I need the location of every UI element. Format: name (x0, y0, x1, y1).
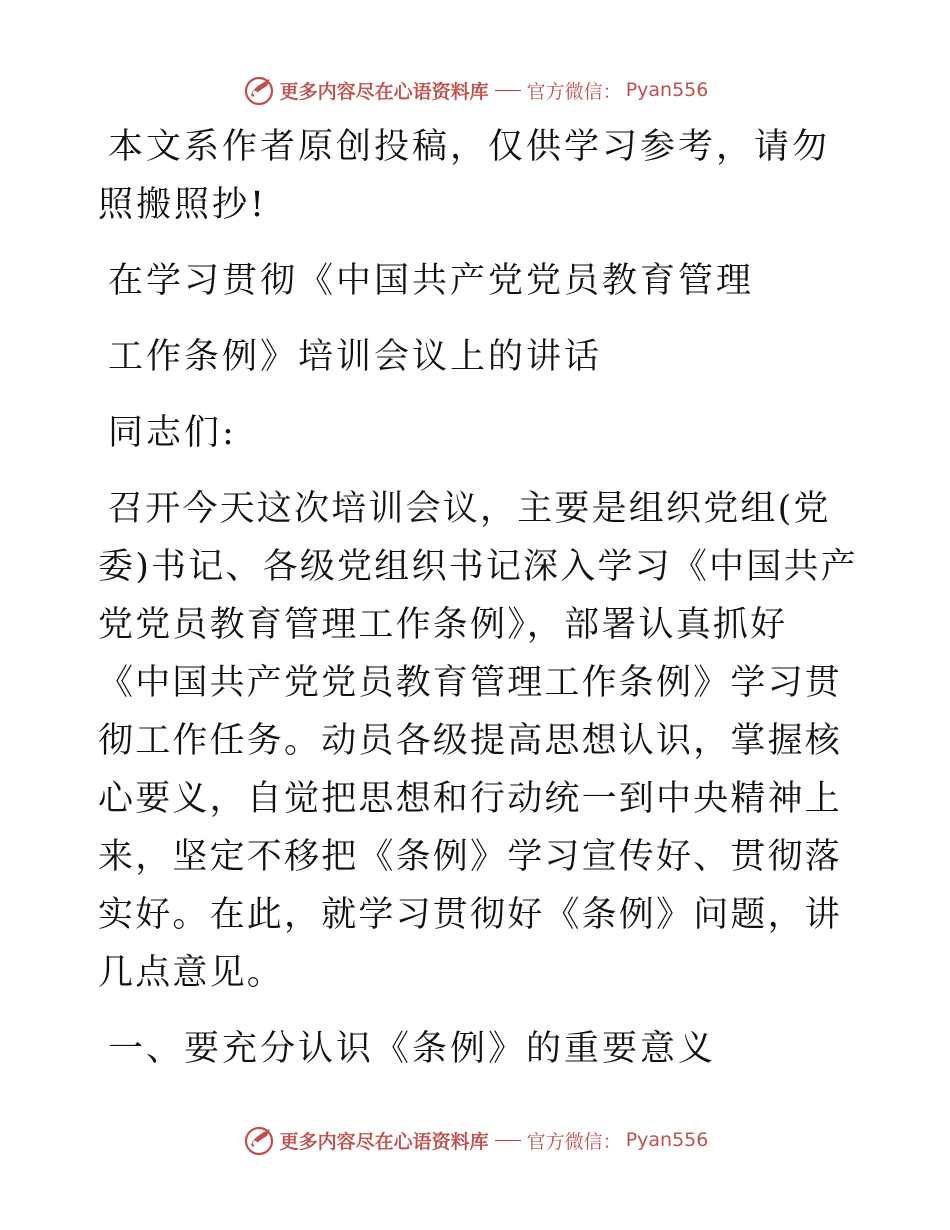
banner-brand-text: 更多内容尽在心语资料库 (279, 80, 489, 103)
banner-wechat-id: Pyan556 (625, 1129, 709, 1151)
footer-banner (0, 1120, 950, 1160)
greeting: 同志们: (108, 413, 237, 453)
section-heading: 一、要充分认识《条例》的重要意义 (108, 1029, 717, 1069)
body-paragraph: 召开今天这次培训会议，主要是组织党组(党委)书记、各级党组织书记深入学习《中国共产党党员教育管理工作条例》，部署认真抓好《中国共产党党员教育管理工作条例》学习贯彻工作任务。动员各级提高思想认识，掌握核心要义，自觉把思想和行动统一到中央精神上来，坚定不移把《条例》学习宣传好、贯彻落实好。在此，就学习贯彻好《条例》问题，讲几点意见。 (98, 489, 858, 993)
banner-dash (495, 1140, 521, 1141)
author-note: 本文系作者原创投稿，仅供学习参考，请勿照搬照抄! (98, 127, 831, 225)
banner-wechat-id: Pyan556 (625, 79, 709, 101)
pen-logo-icon (242, 73, 276, 107)
document-body (98, 118, 858, 1078)
banner-wechat-label: 官方微信： (526, 1130, 622, 1153)
banner-dash (495, 90, 521, 91)
speech-title-line-2: 工作条例》培训会议上的讲话 (108, 337, 603, 377)
speech-title-line-1: 在学习贯彻《中国共产党党员教育管理 (108, 261, 755, 301)
banner-wechat-label: 官方微信： (526, 80, 622, 103)
banner-brand-text: 更多内容尽在心语资料库 (279, 1130, 489, 1153)
pen-logo-icon (242, 1123, 276, 1157)
header-banner (0, 70, 950, 110)
